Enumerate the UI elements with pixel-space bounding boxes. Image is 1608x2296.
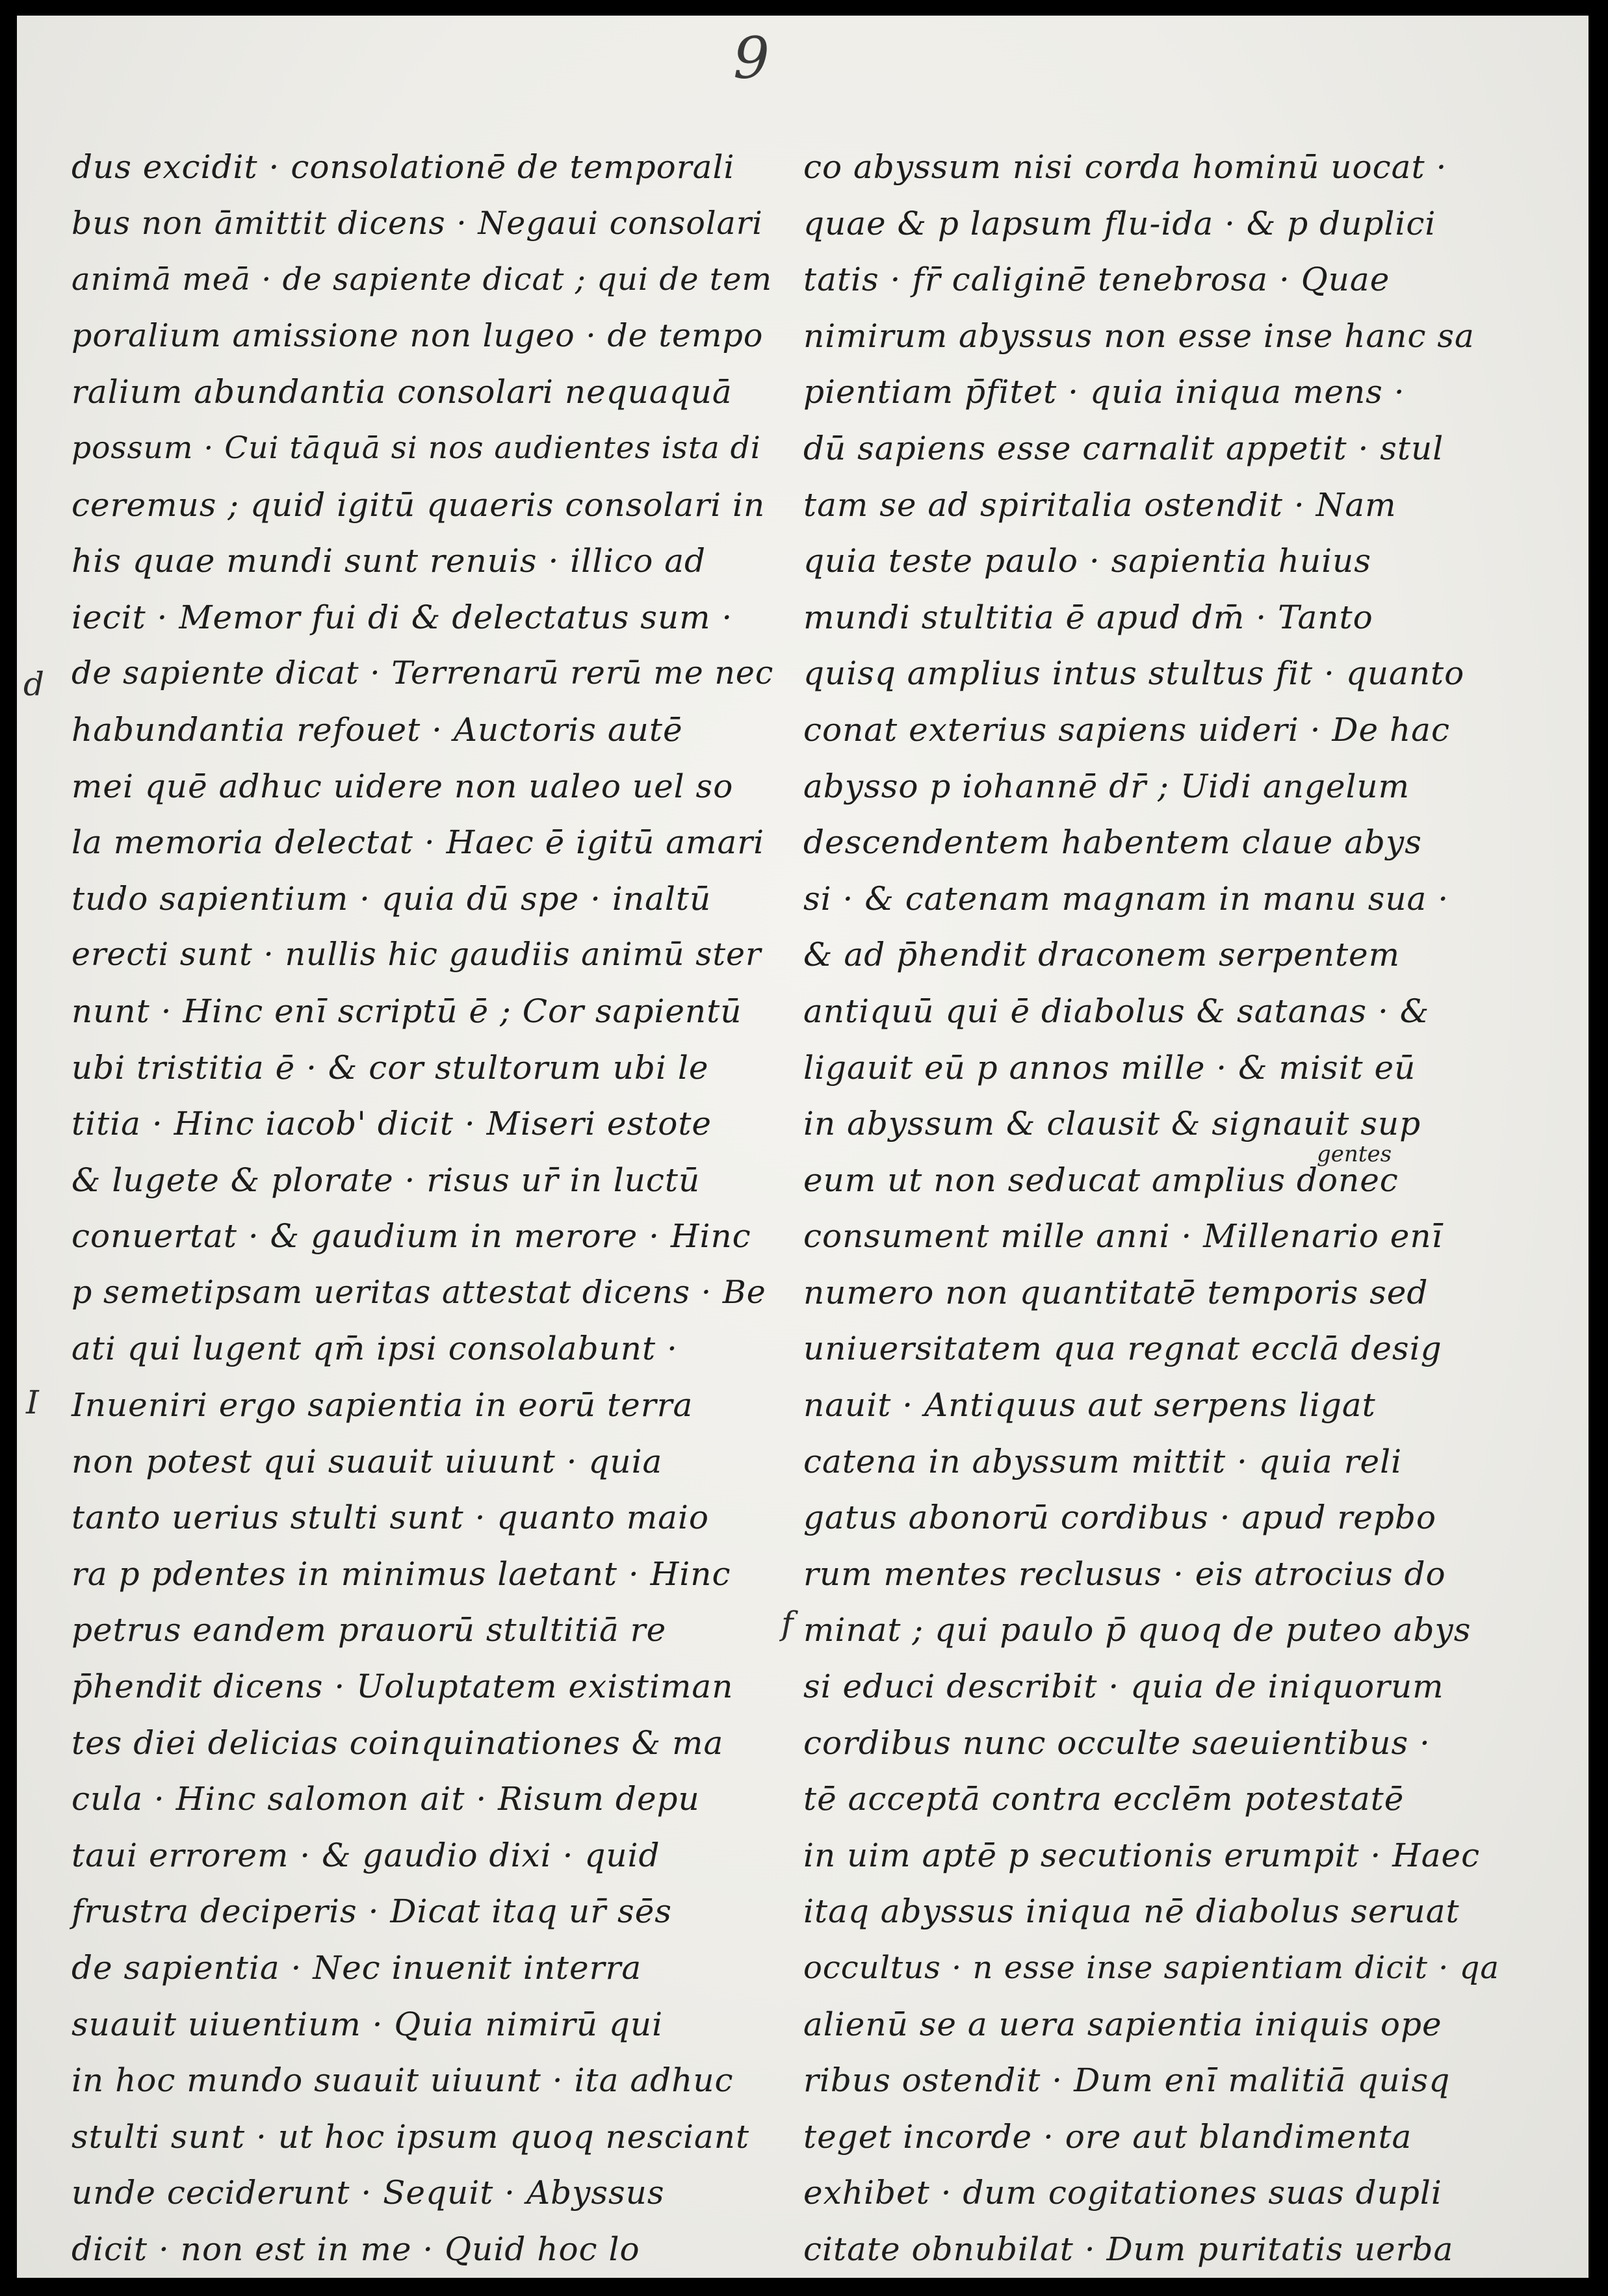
manuscript-line: de sapiente dicat · Terrenarū rerū me nec: [71, 654, 774, 692]
manuscript-line: nunt · Hinc enī scriptū ē ; Cor sapientū: [71, 992, 742, 1030]
manuscript-line: titia · Hinc iacob' dicit · Miseri estote: [71, 1105, 712, 1143]
manuscript-line: nauit · Antiquus aut serpens ligat: [803, 1386, 1376, 1425]
manuscript-line: in uim aptē p secutionis erumpit · Haec: [803, 1836, 1481, 1874]
manuscript-line: conat exterius sapiens uideri · De hac: [803, 710, 1450, 749]
manuscript-line: stulti sunt · ut hoc ipsum quoq nesciant: [71, 2117, 750, 2156]
manuscript-line: non potest qui suauit uiuunt · quia: [71, 1442, 663, 1480]
manuscript-line: in hoc mundo suauit uiuunt · ita adhuc: [71, 2061, 734, 2100]
manuscript-line: si · & catenam magnam in manu sua ·: [803, 879, 1449, 918]
manuscript-line: eum ut non seducat amplius donec: [803, 1161, 1399, 1199]
manuscript-line: numero non quantitatē temporis sed: [803, 1273, 1429, 1311]
manuscript-line: habundantia refouet · Auctoris autē: [71, 710, 683, 749]
manuscript-line: ceremus ; quid igitū quaeris consolari in: [71, 485, 766, 524]
manuscript-line: iecit · Memor fui di & delectatus sum ·: [71, 598, 733, 636]
manuscript-line: itaq abyssus iniqua nē diabolus seruat: [803, 1892, 1460, 1931]
manuscript-line: mei quē adhuc uidere non ualeo uel so: [71, 767, 734, 805]
manuscript-line: ati qui lugent qm̄ ipsi consolabunt ·: [71, 1330, 678, 1368]
manuscript-line: tudo sapientium · quia dū spe · inaltū: [71, 879, 712, 918]
manuscript-line: alienū se a uera sapientia iniquis ope: [803, 2005, 1442, 2043]
manuscript-line: cordibus nunc occulte saeuientibus ·: [803, 1723, 1431, 1762]
right-text-column: [803, 139, 1505, 2278]
manuscript-line: poralium amissione non lugeo · de tempo: [71, 316, 764, 354]
folio-number: 9: [733, 25, 770, 92]
manuscript-line: his quae mundi sunt renuis · illico ad: [71, 542, 707, 580]
manuscript-line: antiquū qui ē diabolus & satanas · &: [803, 992, 1430, 1030]
manuscript-line: tatis · fr̄ caliginē tenebrosa · Quae: [803, 261, 1390, 299]
manuscript-line: erecti sunt · nullis hic gaudiis animū ster: [71, 936, 762, 974]
manuscript-line: tes diei delicias coinquinationes & ma: [71, 1723, 724, 1762]
manuscript-line: dicit · non est in me · Quid hoc lo: [71, 2230, 640, 2268]
manuscript-line: cula · Hinc salomon ait · Risum depu: [71, 1780, 700, 1818]
manuscript-line: quisq amplius intus stultus fit · quanto: [803, 654, 1465, 693]
manuscript-line: occultus · n esse inse sapientiam dicit · qa: [803, 1950, 1500, 1986]
manuscript-line: unde ceciderunt · Sequit · Abyssus: [71, 2174, 665, 2212]
manuscript-line: & ad p̄hendit draconem serpentem: [803, 936, 1401, 974]
manuscript-line: la memoria delectat · Haec ē igitū amari: [71, 823, 765, 862]
manuscript-line: ubi tristitia ē · & cor stultorum ubi le: [71, 1048, 709, 1087]
manuscript-line: descendentem habentem claue abys: [803, 823, 1422, 862]
manuscript-line: nimirum abyssus non esse inse hanc sa: [803, 316, 1475, 355]
manuscript-line: dus excidit · consolationē de temporali: [71, 148, 735, 186]
manuscript-line: abysso p iohannē dr̄ ; Uidi angelum: [803, 767, 1410, 805]
manuscript-line: ralium abundantia consolari nequaquā: [71, 373, 733, 411]
margin-mark: d: [23, 665, 45, 703]
left-text-column: [71, 139, 773, 2278]
manuscript-line: dū sapiens esse carnalit appetit · stul: [803, 429, 1444, 467]
manuscript-line: frustra deciperis · Dicat itaq ur̄ sēs: [71, 1892, 672, 1931]
manuscript-line: gatus abonorū cordibus · apud repbo: [803, 1499, 1436, 1537]
manuscript-line: exhibet · dum cogitationes suas dupli: [803, 2174, 1442, 2212]
manuscript-line: pientiam p̄fitet · quia iniqua mens ·: [803, 373, 1405, 411]
margin-mark: I: [26, 1384, 39, 1421]
manuscript-line: Inueniri ergo sapientia in eorū terra: [71, 1386, 694, 1425]
manuscript-line: consument mille anni · Millenario enī: [803, 1217, 1443, 1256]
manuscript-line: si educi describit · quia de iniquorum: [803, 1668, 1444, 1706]
manuscript-line: catena in abyssum mittit · quia reli: [803, 1442, 1403, 1480]
interlinear-gloss: gentes: [1317, 1141, 1392, 1167]
manuscript-line: possum · Cui tāquā si nos audientes ista di: [71, 430, 761, 466]
manuscript-line: conuertat · & gaudium in merore · Hinc: [71, 1217, 751, 1256]
manuscript-line: & lugete & plorate · risus ur̄ in luctū: [71, 1161, 701, 1199]
manuscript-line: taui errorem · & gaudio dixi · quid: [71, 1836, 660, 1874]
manuscript-line: mundi stultitia ē apud dm̄ · Tanto: [803, 598, 1373, 636]
manuscript-line: de sapientia · Nec inuenit interra: [71, 1949, 642, 1987]
manuscript-line: minat ; qui paulo p̄ quoq de puteo abys: [803, 1611, 1472, 1649]
manuscript-line: tanto uerius stulti sunt · quanto maio: [71, 1499, 710, 1537]
manuscript-line: ligauit eū p annos mille · & misit eū: [803, 1048, 1416, 1087]
manuscript-line: in abyssum & clausit & signauit sup: [803, 1105, 1421, 1143]
manuscript-line: citate obnubilat · Dum puritatis uerba: [803, 2230, 1454, 2268]
manuscript-page: [17, 16, 1589, 2278]
manuscript-line: co abyssum nisi corda hominū uocat ·: [803, 148, 1447, 186]
manuscript-line: tam se ad spiritalia ostendit · Nam: [803, 485, 1397, 524]
manuscript-line: p̄hendit dicens · Uoluptatem existiman: [71, 1668, 734, 1706]
manuscript-line: bus non āmittit dicens · Negaui consolari: [71, 204, 763, 242]
manuscript-line: p semetipsam ueritas attestat dicens · Be: [71, 1273, 766, 1311]
manuscript-line: ra p pdentes in minimus laetant · Hinc: [71, 1554, 731, 1593]
manuscript-line: teget incorde · ore aut blandimenta: [803, 2117, 1412, 2156]
manuscript-line: petrus eandem prauorū stultitiā re: [71, 1611, 667, 1649]
manuscript-line: animā meā · de sapiente dicat ; qui de tem: [71, 261, 772, 298]
manuscript-line: quae & p lapsum flu-ida · & p duplici: [803, 204, 1436, 242]
manuscript-line: rum mentes reclusus · eis atrocius do: [803, 1554, 1446, 1593]
manuscript-line: quia teste paulo · sapientia huius: [803, 542, 1371, 580]
manuscript-line: tē acceptā contra ecclēm potestatē: [803, 1780, 1405, 1818]
margin-mark: f: [781, 1605, 794, 1642]
manuscript-line: ribus ostendit · Dum enī malitiā quisq: [803, 2061, 1451, 2100]
manuscript-line: suauit uiuentium · Quia nimirū qui: [71, 2005, 664, 2043]
manuscript-line: uniuersitatem qua regnat ecclā desig: [803, 1330, 1442, 1368]
